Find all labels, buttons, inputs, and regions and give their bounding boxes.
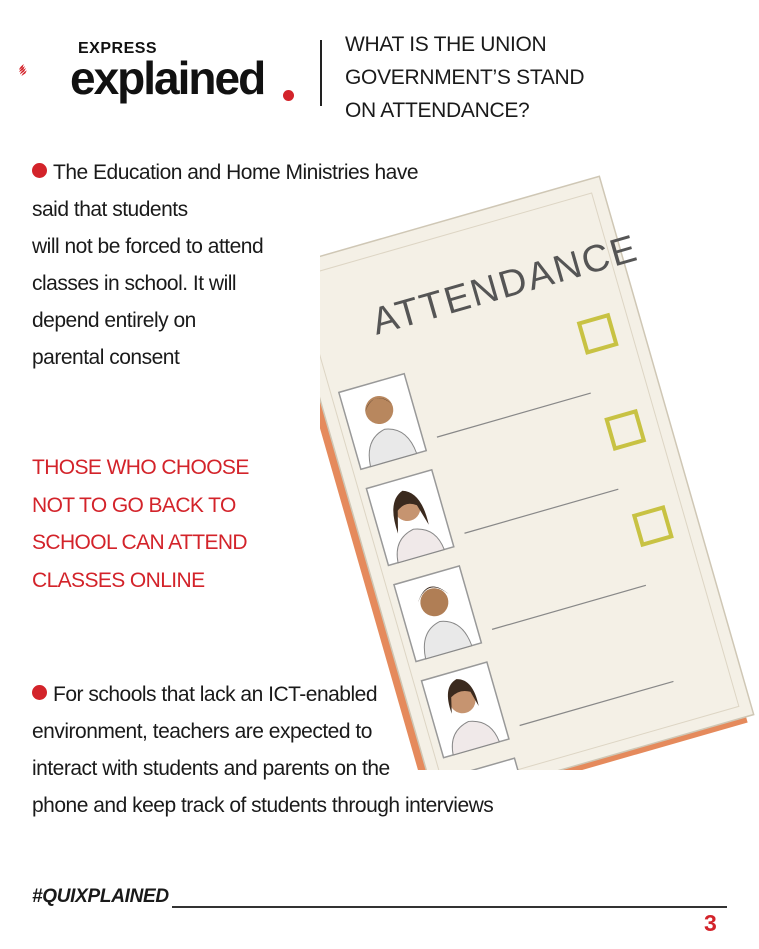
register-title: ATTENDANCE: [367, 227, 644, 344]
paragraph-line: [32, 154, 532, 191]
callout-line: SCHOOL CAN ATTEND: [32, 531, 247, 554]
logo-dot: [283, 90, 294, 101]
page-number: 3: [704, 910, 717, 936]
footer-rule: [172, 906, 727, 908]
headline-line: GOVERNMENT’S STAND: [345, 66, 585, 89]
bullet-dot: [32, 685, 47, 700]
paragraph-line: phone and keep track of students through interviews: [32, 794, 494, 817]
hashtag-label: #QUIXPLAINED: [32, 886, 169, 907]
paragraph-ministries: [32, 154, 532, 376]
bullet-dot: [32, 163, 47, 178]
paragraph-line: will not be forced to attend: [32, 235, 264, 258]
headline: [345, 28, 645, 127]
express-explained-logo: [18, 36, 74, 106]
headline-line: WHAT IS THE UNION: [345, 33, 547, 56]
paragraph-line: depend entirely on: [32, 309, 196, 332]
paragraph-line: said that students: [32, 198, 188, 221]
paragraph-line: interact with students and parents on the: [32, 757, 390, 780]
paragraph-text: The Education and Home Ministries have: [53, 161, 419, 184]
logo-express-text: EXPRESS: [78, 40, 158, 57]
callout-line: CLASSES ONLINE: [32, 568, 205, 592]
paragraph-line: [32, 676, 632, 713]
headline-line: ON ATTENDANCE?: [345, 99, 530, 122]
paragraph-ict: [32, 676, 632, 824]
header-divider: [320, 40, 322, 106]
paragraph-line: parental consent: [32, 346, 180, 369]
callout-line: THOSE WHO CHOOSE: [32, 456, 249, 479]
logo-explained-text: explained: [70, 52, 265, 104]
flame-icon: [19, 64, 27, 76]
callout-online-classes: [32, 449, 352, 599]
paragraph-line: classes in school. It will: [32, 272, 237, 295]
paragraph-text: For schools that lack an ICT-enabled: [53, 683, 378, 706]
callout-line: NOT TO GO BACK TO: [32, 493, 236, 517]
paragraph-line: environment, teachers are expected to: [32, 720, 372, 743]
